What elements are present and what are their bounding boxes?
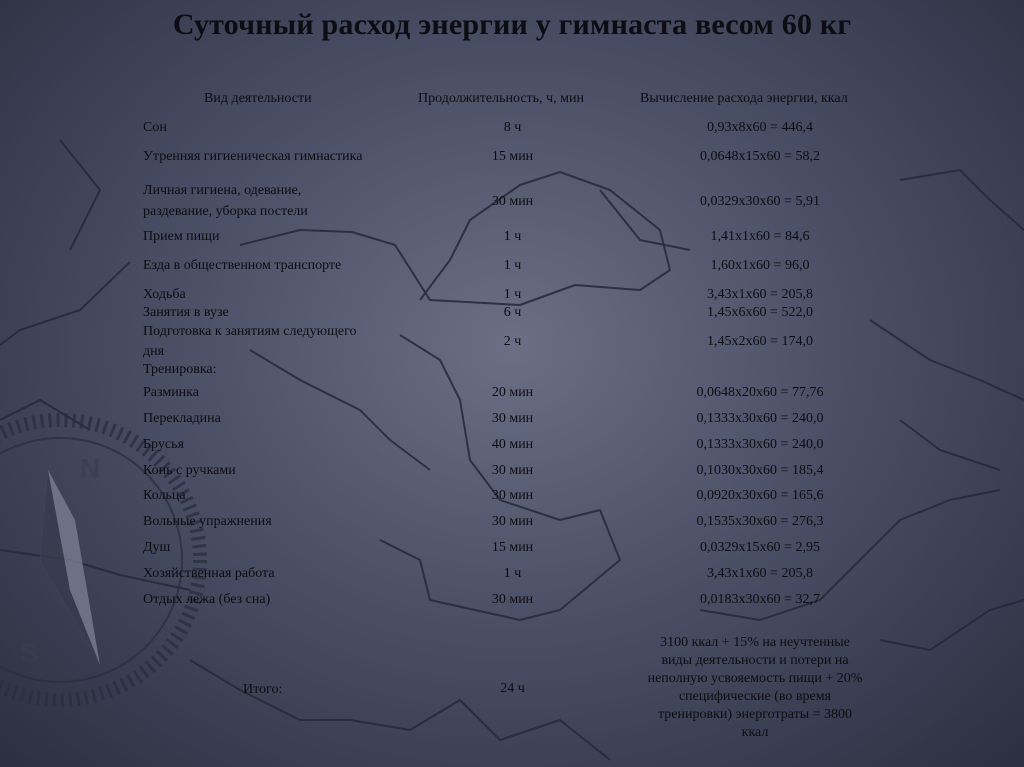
table-row <box>0 323 1024 359</box>
total-calc-line: 3100 ккал + 15% на неучтенные <box>660 635 850 650</box>
activity-cell: Личная гигиена, одевание, <box>143 183 302 198</box>
table-row <box>0 228 1024 248</box>
header-duration: Продолжительность, ч, мин <box>418 91 584 106</box>
table-row <box>0 257 1024 277</box>
duration-cell: 2 ч <box>503 334 522 349</box>
calc-cell: 0,1333x30x60 = 240,0 <box>696 411 824 426</box>
activity-cell: Сон <box>143 120 167 135</box>
header-calc: Вычисление расхода энергии, ккал <box>640 91 848 106</box>
table-row <box>0 361 1024 381</box>
table-row <box>0 384 1024 404</box>
calc-cell: 1,60x1x60 = 96,0 <box>710 258 810 273</box>
duration-cell: 20 мин <box>491 385 534 400</box>
activity-cell: Кольца <box>143 488 186 503</box>
activity-cell: Езда в общественном транспорте <box>143 258 342 273</box>
activity-cell-line2: раздевание, уборка постели <box>143 204 308 219</box>
table-row <box>0 462 1024 482</box>
activity-cell: Хозяйственная работа <box>143 566 275 581</box>
duration-cell: 15 мин <box>491 540 534 555</box>
total-calc-line: специфические (во время <box>678 689 832 704</box>
activity-cell: Утренняя гигиеническая гимнастика <box>143 149 363 164</box>
activity-cell: Брусья <box>143 437 184 452</box>
total-calc-line: виды деятельности и потери на <box>661 653 849 668</box>
activity-cell-line2: дня <box>143 344 165 359</box>
activity-cell: Перекладина <box>143 411 221 426</box>
table-row <box>0 513 1024 533</box>
activity-cell: Тренировка: <box>143 362 217 377</box>
calc-cell: 0,0648x15x60 = 58,2 <box>700 149 820 164</box>
table-row <box>0 410 1024 430</box>
header-activity: Вид деятельности <box>204 91 312 106</box>
duration-cell: 30 мин <box>491 592 534 607</box>
calc-cell: 0,0329x15x60 = 2,95 <box>700 540 820 555</box>
activity-cell: Отдых лежа (без сна) <box>143 592 271 607</box>
table-row <box>0 119 1024 139</box>
activity-cell: Душ <box>143 540 171 555</box>
total-calc-line: неполную усвояемость пищи + 20% <box>647 671 863 686</box>
total-duration: 24 ч <box>500 681 525 696</box>
duration-cell: 30 мин <box>491 194 534 209</box>
svg-text:N: N <box>80 453 101 484</box>
calc-cell: 0,93x8x60 = 446,4 <box>707 120 813 135</box>
table-row <box>0 286 1024 306</box>
duration-cell: 15 мин <box>491 149 534 164</box>
calc-cell: 1,45x2x60 = 174,0 <box>707 334 813 349</box>
activity-cell: Прием пищи <box>143 229 220 244</box>
duration-cell: 1 ч <box>503 258 522 273</box>
total-calc-line: ккал <box>741 725 769 740</box>
activity-cell: Подготовка к занятиям следующего <box>143 324 357 339</box>
duration-cell: 40 мин <box>491 437 534 452</box>
duration-cell: 1 ч <box>503 287 522 302</box>
table-row <box>0 591 1024 611</box>
table-row <box>0 487 1024 507</box>
activity-cell: Вольные упражнения <box>143 514 272 529</box>
activity-cell: Разминка <box>143 385 199 400</box>
calc-cell: 1,41x1x60 = 84,6 <box>710 229 810 244</box>
duration-cell: 8 ч <box>503 120 522 135</box>
calc-cell: 0,1333x30x60 = 240,0 <box>696 437 824 452</box>
total-calc-line: тренировки) энерготраты = 3800 <box>657 707 853 722</box>
svg-text:S: S <box>20 637 39 668</box>
activity-cell: Занятия в вузе <box>143 305 229 320</box>
activity-cell: Конь с ручками <box>143 463 236 478</box>
calc-cell: 3,43x1x60 = 205,8 <box>707 566 813 581</box>
table-row <box>0 565 1024 585</box>
calc-cell: 0,0183x30x60 = 32,7 <box>700 592 820 607</box>
duration-cell: 30 мин <box>491 463 534 478</box>
calc-cell: 0,0920x30x60 = 165,6 <box>696 488 824 503</box>
calc-cell: 0,1535x30x60 = 276,3 <box>696 514 824 529</box>
calc-cell: 1,45x6x60 = 522,0 <box>707 305 813 320</box>
duration-cell: 1 ч <box>503 229 522 244</box>
table-row <box>0 148 1024 168</box>
duration-cell: 1 ч <box>503 566 522 581</box>
table-row <box>0 539 1024 559</box>
total-calc <box>630 634 880 742</box>
calc-cell: 0,0329x30x60 = 5,91 <box>700 194 820 209</box>
duration-cell: 30 мин <box>491 514 534 529</box>
duration-cell: 30 мин <box>491 411 534 426</box>
activity-cell: Ходьба <box>143 287 186 302</box>
table-row <box>0 436 1024 456</box>
calc-cell: 0,1030x30x60 = 185,4 <box>696 463 824 478</box>
calc-cell: 3,43x1x60 = 205,8 <box>707 287 813 302</box>
table-row <box>0 304 1024 324</box>
page-title: Суточный расход энергии у гимнаста весом 60 кг <box>172 8 852 41</box>
calc-cell: 0,0648x20x60 = 77,76 <box>696 385 824 400</box>
total-label: Итого: <box>243 682 283 697</box>
table-row <box>0 182 1024 219</box>
duration-cell: 30 мин <box>491 488 534 503</box>
duration-cell: 6 ч <box>503 305 522 320</box>
